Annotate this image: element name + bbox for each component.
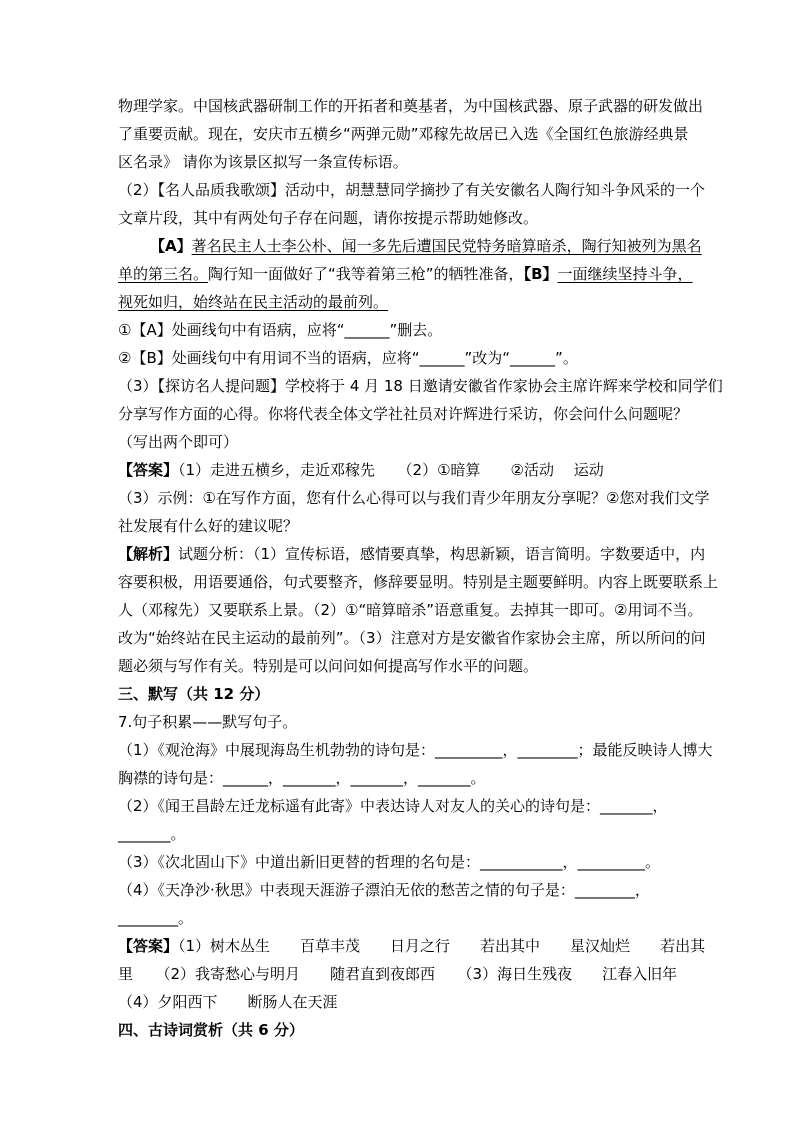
passage-label-a: 【A】 [150,237,192,255]
q7-line-7: （4）《天净沙·秋思》中表现天涯游子漂泊无依的愁苦之情的句子是：________， [118,881,650,899]
passage-underline-b2: 视死如归，始终站在民主活动的最前列。 [118,293,389,311]
analysis-text: 试题分析：（1）宣传标语，感情要真挚，构思新颖，语言简明。字数要适中，内 [178,545,706,563]
q6-sub-2: ②【B】处画线句中有用词不当的语病，应将“______”改为“______”。 [118,349,578,367]
q6-answer-line-3: 社发展有什么好的建议呢？ [118,517,299,535]
section-4-title: 四、古诗词赏析（共 6 分） [118,1021,304,1039]
q7-line-3: 胸襟的诗句是：______，_______，_______，_______。 [118,769,486,787]
q7-answer-label: 【答案】 [118,937,179,955]
passage-label-b: 【B】 [523,265,558,283]
q7-answer-line-2: 里 （2）我寄愁心与明月 随君直到夜郎西 （3）海日生残夜 江春入旧年 [118,965,678,983]
q6-intro-line-2: 了重要贡献。现在，安庆市五横乡“两弹元勋”邓稼先故居已入选《全国红色旅游经典景 [118,125,689,143]
answer-text: （1）走进五横乡，走近邓稼先 （2）①暗算 ②活动 运动 [178,461,604,479]
q6-analysis-line-5: 题必须与写作有关。特别是可以问问如何提高写作水平的问题。 [118,657,539,675]
q6-analysis-line-2: 容要积极，用语要通俗，句式要整齐，修辞要显明。特别是主题要鲜明。内容上既要联系上 [118,573,719,591]
q6-part3-line-2: 分享写作方面的心得。你将代表全体文学社社员对许辉进行采访，你会问什么问题呢？ [118,405,689,423]
passage-line-1 [150,236,702,256]
q6-intro-line-1: 物理学家。中国核武器研制工作的开拓者和奠基者，为中国核武器、原子武器的研发做出 [118,97,704,115]
passage-underline-b1: 一面继续坚持斗争， [557,265,693,283]
answer-label: 【答案】 [118,461,179,479]
passage-text: 陶行知一面做好了“我等着第三枪”的牺牲准备， [208,265,524,283]
q7-answer-text: （1）树木丛生 百草丰茂 日月之行 若出其中 星汉灿烂 若出其 [178,937,706,955]
q6-part3-line-3: （写出两个即可） [118,433,239,451]
q7-line-5: _______。 [118,825,186,843]
passage-underline-a1: 著名民主人士李公朴、闻一多先后遭国民党特务暗算暗杀，陶行知被列为黑名 [191,237,702,255]
q6-analysis-line-4: 改为“始终站在民主运动的最前列”。（3）注意对方是安徽省作家协会主席，所以所问的问 [118,629,706,647]
q6-sub-1: ①【A】处画线句中有语病，应将“______”删去。 [118,321,443,339]
passage-underline-a2: 单的第三名。 [118,265,209,283]
analysis-label: 【解析】 [118,545,179,563]
q7-answer-line-1 [118,936,705,956]
q6-answer-line-2: （3）示例：①在写作方面，您有什么心得可以与我们青少年朋友分享呢？②您对我们文学 [118,489,710,507]
q7-line-4: （2）《闻王昌龄左迁龙标遥有此寄》中表达诗人对友人的关心的诗句是：_______， [118,797,668,815]
q7-line-6: （3）《次北固山下》中道出新旧更替的哲理的名句是：___________，_________。 [118,853,661,871]
q6-part2-line-2: 文章片段，其中有两处句子存在问题，请你按提示帮助她修改。 [118,209,539,227]
q6-answer-line-1 [118,460,604,480]
q6-analysis-line-3: 人（邓稼先）又要联系上景。（2）①“暗算暗杀”语意重复。去掉其一即可。②用词不当。 [118,601,703,619]
section-3-title: 三、默写（共 12 分） [118,685,270,703]
passage-line-3 [118,292,388,312]
passage-line-2 [118,264,693,284]
q6-part2-line-1: （2）【名人品质我歌颂】活动中，胡慧慧同学摘抄了有关安徽名人陶行知斗争风采的一个 [118,181,706,199]
q6-intro-line-3: 区名录》 请你为该景区拟写一条宣传标语。 [118,153,408,171]
q6-part3-line-1: （3）【探访名人提问题】学校将于 4 月 18 日邀请安徽省作家协会主席许辉来学校和同学们 [118,377,723,395]
q7-line-2: （1）《观沧海》中展现海岛生机勃勃的诗句是：_________，________；最能反映诗人博大 [118,741,713,759]
q7-answer-line-3: （4）夕阳西下 断肠人在天涯 [118,993,338,1011]
q7-line-8: ________。 [118,909,194,927]
q6-analysis-line-1 [118,544,705,564]
q7-line-1: 7.句子积累——默写句子。 [118,713,298,731]
